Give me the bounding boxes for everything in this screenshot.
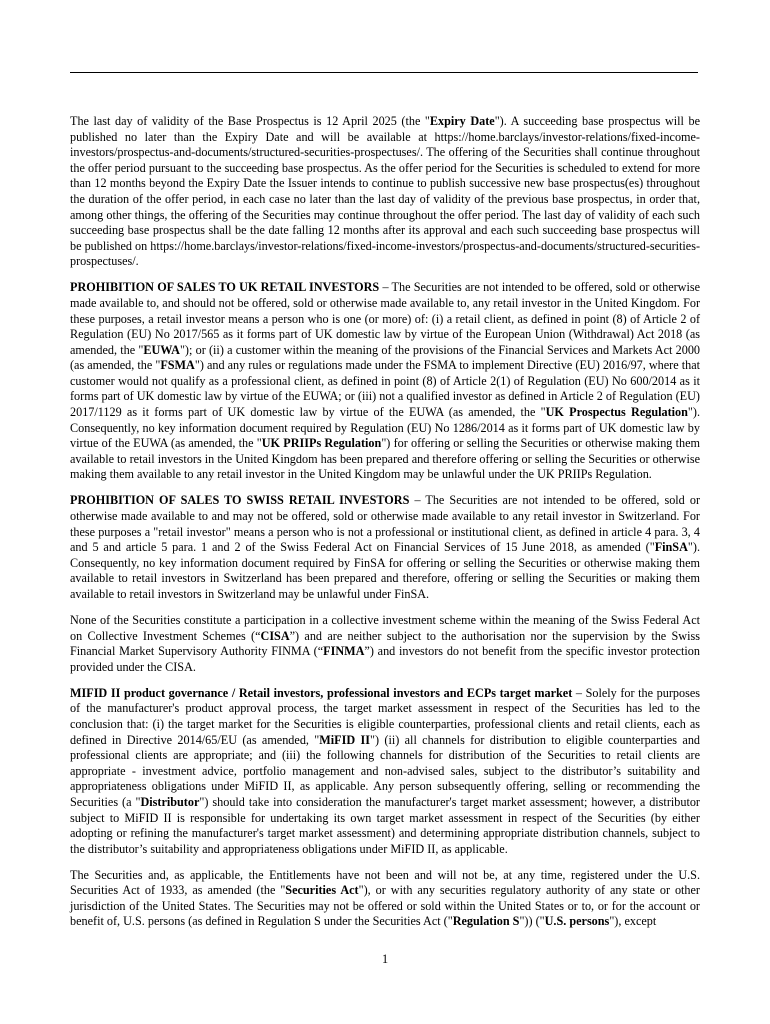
- defined-term: FinSA: [654, 540, 688, 555]
- defined-term: Expiry Date: [429, 114, 495, 128]
- defined-term: PROHIBITION OF SALES TO UK RETAIL INVESTORS: [70, 280, 380, 295]
- defined-term: MiFID II: [319, 732, 371, 747]
- text-run: ") should take into consideration the manufacturer's target market assessment; however, a distributor subject to MiFID II is responsible for undertaking its own target market assessment in respect of the Securities (by either adopting or refining the manufacturer's target market assessment) and determining appropriate distribution channels, subject to the distributor’s suitability and appropriateness obligations under MiFID II, as applicable.: [70, 794, 700, 856]
- defined-term: Securities Act: [285, 883, 359, 898]
- text-run: ")) (": [519, 914, 545, 929]
- header-rule: [70, 72, 698, 73]
- page-number: 1: [381, 952, 389, 966]
- defined-term: Distributor: [140, 794, 200, 809]
- text-run: – Solely for the purposes of the manufacturer's product approval process, the target market assessment in respect of the Securities has led to the conclusion that: (i) the target market for the Securities is eligible counterparties, professional clients and retail clients, each as defined in Directive 2014/65/EU (as amended, ": [70, 685, 700, 747]
- defined-term: MIFID II product governance / Retail investors, professional investors and ECPs target market: [70, 685, 573, 700]
- text-run: "), or with any securities regulatory authority of any state or other jurisdiction of the United States. The Securities may not be offered or sold within the United States or to, or for the account or benefit of, U.S. persons (as defined in Regulation S under the Securities Act (": [70, 883, 700, 929]
- text-run: ") and any rules or regulations made under the FSMA to implement Directive (EU) 2016/97, where that customer would not qualify as a professional client, as defined in point (8) of Article 2(1) of Regulation (EU) No 600/2014 as it forms part of UK domestic law by virtue of the EUWA; or (iii) not a qualified investor as defined in Article 2 of Regulation (EU) 2017/1129 as it forms part of UK domestic law by virtue of the EUWA (as amended, the ": [70, 358, 700, 420]
- text-run: The last day of validity of the Base Prospectus is 12 April 2025 (the ": [70, 114, 430, 128]
- defined-term: UK Prospectus Regulation: [545, 405, 688, 420]
- defined-term: UK PRIIPs Regulation: [261, 436, 382, 451]
- defined-term: Regulation S: [452, 914, 520, 929]
- text-run: ") for offering or selling the Securities or otherwise making them available to retail investors in the United Kingdom has been prepared and therefore offering or selling the Securities or otherwise making them available to any retail investor in the United Kingdom may be unlawful under the UK PRIIPs Regulation.: [70, 436, 700, 482]
- text-run: "). Consequently, no key information document required by Regulation (EU) No 1286/2014 as it forms part of UK domestic law by virtue of the EUWA (as amended, the ": [70, 405, 700, 451]
- text-run: "), except: [609, 914, 657, 929]
- paragraph-cisa: [70, 613, 700, 675]
- text-run: ”) and investors do not benefit from the specific investor protection provided under the CISA.: [70, 644, 700, 674]
- document-body: [70, 114, 700, 940]
- paragraph-expiry-date: [70, 114, 700, 270]
- text-run: "). A succeeding base prospectus will be published no later than the Expiry Date and will be available at https://home.barclays/investor-relations/fixed-income-investors/prospectus-and-documents/structured-securities-prospectuses/. The offering of the Securities shall continue throughout the offer period pursuant to the succeeding base prospectus. As the offer period for the Securities is scheduled to extend for more than 12 months beyond the Expiry Date the Issuer intends to continue to publish successive new base prospectus(es) throughout the duration of the offer period, in each case no later than the last day of validity of the previous base prospectus, in order that, among other things, the offering of the Securities may continue throughout the offer period. The last day of validity of each such succeeding base prospectus shall be the date falling 12 months after its approval and each such succeeding base prospectus will be published on https://home.barclays/investor-relations/fixed-income-investors/prospectus-and-documents/structured-securities-prospectuses/.: [70, 114, 700, 269]
- paragraph-uk-retail-prohibition: [70, 280, 700, 483]
- text-run: ") (ii) all channels for distribution to eligible counterparties and professional clients are appropriate; and (iii) the following channels for distribution of the Securities to retail clients are appropriate - investment advice, portfolio management and non-advised sales, subject to the distributor’s suitability and appropriateness obligations under MiFID II, as applicable. Any person subsequently offering, selling or recommending the Securities (a ": [70, 732, 701, 809]
- defined-term: EUWA: [143, 342, 180, 357]
- paragraph-us-securities: [70, 868, 700, 930]
- defined-term: CISA: [260, 628, 290, 643]
- text-run: ”) and are neither subject to the authorisation nor the supervision by the Swiss Financial Market Supervisory Authority FINMA (“: [70, 628, 700, 659]
- paragraph-swiss-retail-prohibition: [70, 493, 700, 602]
- text-run: – The Securities are not intended to be offered, sold or otherwise made available to, and should not be offered, sold or otherwise made available to, any retail investor in the United Kingdom. For these purposes, a retail investor means a person who is one (or more) of: (i) a retail client, as defined in point (8) of Article 2 of Regulation (EU) No 2017/565 as it forms part of UK domestic law by virtue of the European Union (Withdrawal) Act 2018 (as amended, the ": [70, 280, 701, 357]
- defined-term: PROHIBITION OF SALES TO SWISS RETAIL INVESTORS: [70, 493, 410, 508]
- defined-term: U.S. persons: [544, 914, 610, 929]
- text-run: "); or (ii) a customer within the meaning of the provisions of the Financial Services and Markets Act 2000 (as amended, the ": [70, 342, 701, 373]
- paragraph-mifid-ii: [70, 686, 700, 858]
- text-run: None of the Securities constitute a participation in a collective investment scheme within the meaning of the Swiss Federal Act on Collective Investment Schemes (“: [70, 612, 700, 643]
- defined-term: FSMA: [160, 358, 195, 373]
- text-run: The Securities and, as applicable, the Entitlements have not been and will not be, at any time, registered under the U.S. Securities Act of 1933, as amended (the ": [70, 867, 700, 898]
- text-run: – The Securities are not intended to be offered, sold or otherwise made available to and may not be offered, sold or otherwise made available to any retail investor in Switzerland. For these purposes a "retail investor" means a person who is not a professional or institutional client, as defined in article 4 para. 3, 4 and 5 and article 5 para. 1 and 2 of the Swiss Federal Act on Financial Services of 15 June 2018, as amended (": [70, 493, 700, 555]
- defined-term: FINMA: [323, 644, 365, 659]
- text-run: "). Consequently, no key information document required by FinSA for offering or selling the Securities or otherwise making them available to retail investors in Switzerland has been prepared and therefore, offering or selling the Securities or making them available to retail investors in Switzerland may be unlawful under FinSA.: [70, 540, 700, 601]
